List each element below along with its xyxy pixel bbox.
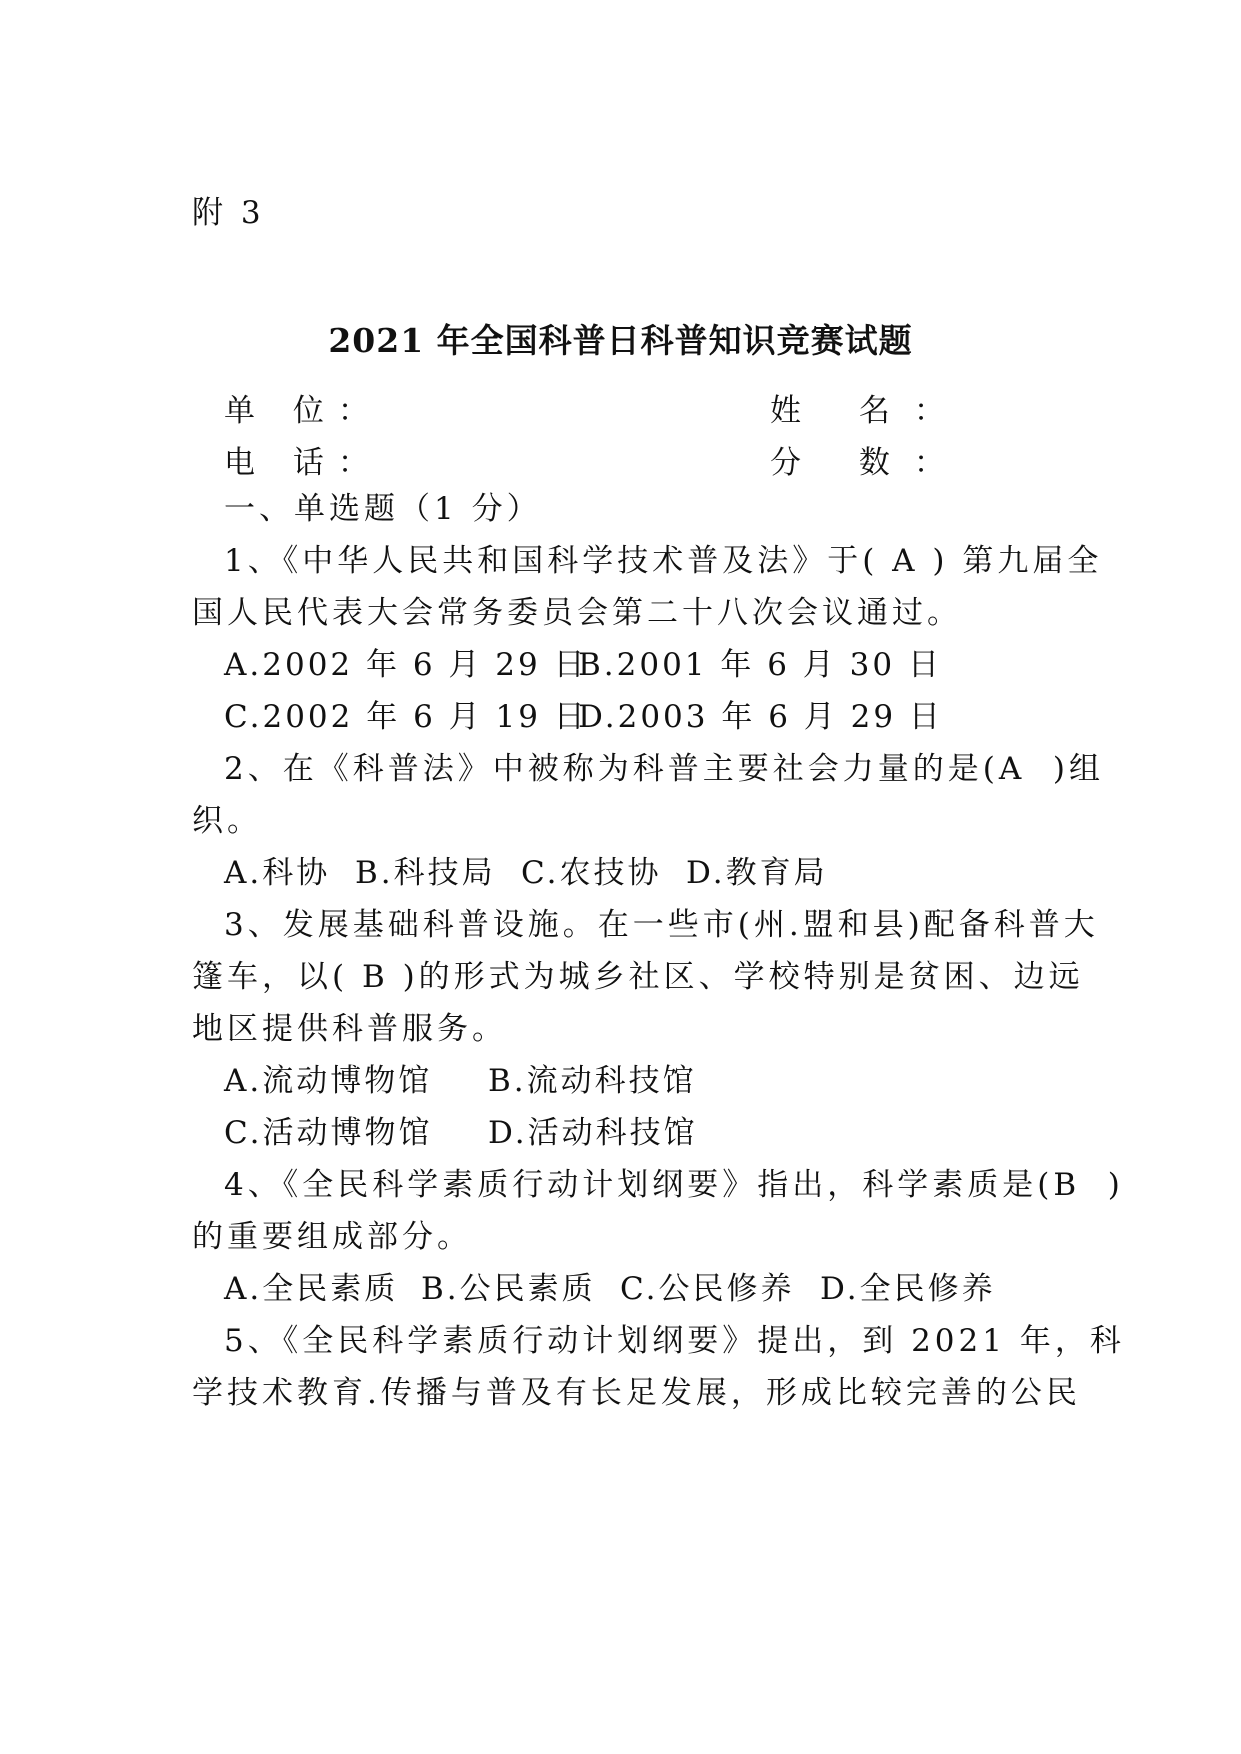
question-2-option-c: C.农技协 [521, 855, 662, 891]
question-1-line-2: 国人民代表大会常务委员会第二十八次会议通过。 [192, 595, 962, 631]
question-2-option-a: A.科协 [224, 855, 331, 891]
question-3-option-c: C.活动博物馆 [224, 1115, 433, 1151]
question-3-line-3: 地区提供科普服务。 [192, 1011, 507, 1047]
question-4-option-a: A.全民素质 [224, 1271, 399, 1307]
question-4-option-b: B.公民素质 [421, 1271, 596, 1307]
question-3-line-1: 3、发展基础科普设施。在一些市(州.盟和县)配备科普大 [224, 907, 1099, 943]
question-3-line-2: 篷车，以( B )的形式为城乡社区、学校特别是贫困、边远 [192, 959, 1084, 995]
question-2-line-2: 织。 [192, 803, 262, 839]
question-4-option-d: D.全民修养 [820, 1271, 996, 1307]
question-5-line-2: 学技术教育.传播与普及有长足发展，形成比较完善的公民 [192, 1375, 1081, 1411]
phone-field-label: 电 话： [224, 445, 383, 481]
question-3-option-d: D.活动科技馆 [488, 1115, 698, 1151]
question-3-option-b: B.流动科技馆 [488, 1063, 697, 1099]
question-3-option-a: A.流动博物馆 [224, 1063, 433, 1099]
question-1-line-1: 1、《中华人民共和国科学技术普及法》于( A ) 第九届全 [224, 543, 1103, 579]
question-4-line-1: 4、《全民科学素质行动计划纲要》指出，科学素质是(B ) [224, 1167, 1124, 1203]
question-1-option-d: D.2003 年 6 月 29 日 [578, 699, 943, 735]
question-1-option-a: A.2002 年 6 月 29 日 [224, 647, 588, 683]
question-1-option-c: C.2002 年 6 月 19 日 [224, 699, 588, 735]
name-field-label: 姓 名： [770, 393, 969, 429]
attachment-label: 附 3 [192, 195, 265, 231]
question-2-option-b: B.科技局 [355, 855, 496, 891]
question-2-option-d: D.教育局 [686, 855, 828, 891]
section-heading: 一、单选题（1 分） [224, 491, 542, 527]
question-4-option-c: C.公民修养 [620, 1271, 795, 1307]
document-title: 2021 年全国科普日科普知识竞赛试题 [328, 321, 913, 360]
question-2-line-1: 2、在《科普法》中被称为科普主要社会力量的是(A )组 [224, 751, 1105, 787]
unit-field-label: 单 位： [224, 393, 383, 429]
question-5-line-1: 5、《全民科学素质行动计划纲要》提出，到 2021 年，科 [224, 1323, 1125, 1359]
question-4-line-2: 的重要组成部分。 [192, 1219, 472, 1255]
question-1-option-b: B.2001 年 6 月 30 日 [578, 647, 942, 683]
score-field-label: 分 数： [770, 445, 969, 481]
